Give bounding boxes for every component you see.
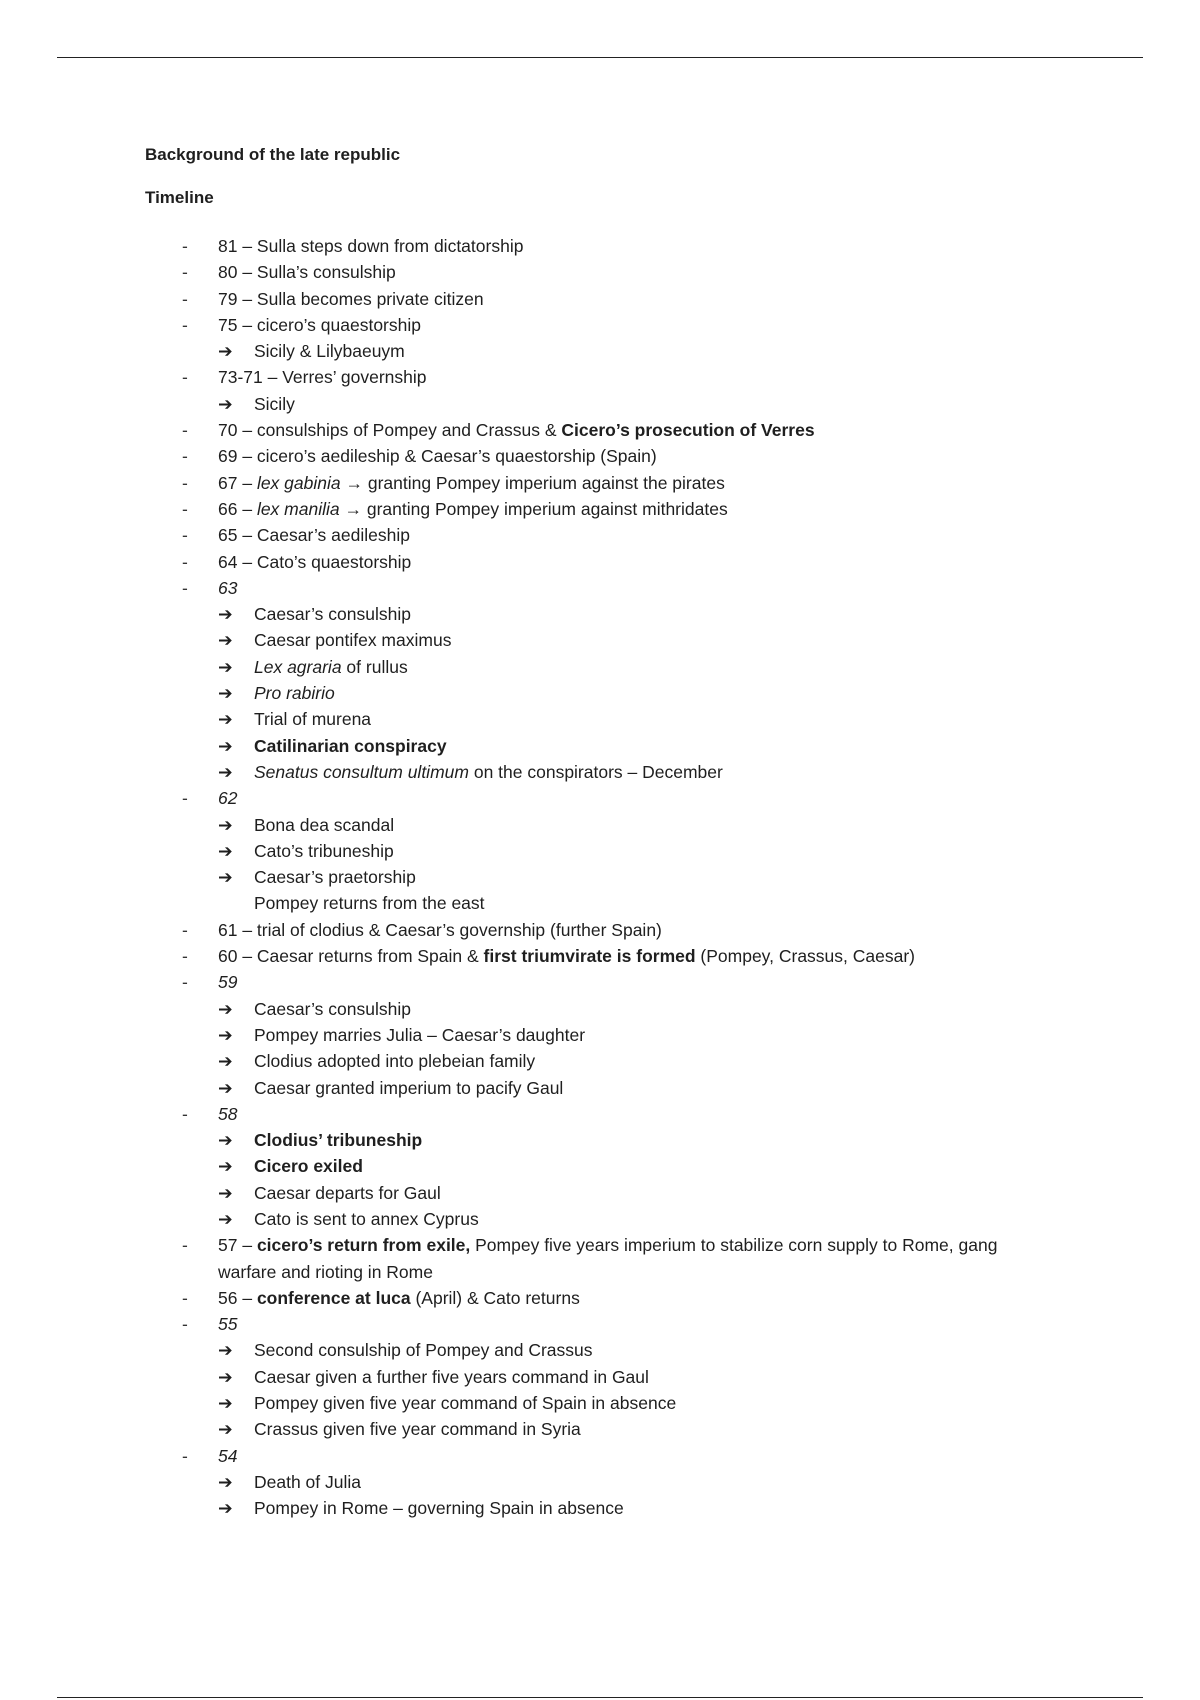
timeline-item xyxy=(145,1048,1045,1074)
text-run: Pompey given five year command of Spain in absence xyxy=(254,1393,677,1414)
text-run: on the conspirators – December xyxy=(468,761,723,782)
dash-bullet: - xyxy=(182,498,188,519)
arrow-bullet-icon: ➔ xyxy=(218,1366,233,1387)
arrow-bullet-icon: ➔ xyxy=(218,1051,233,1072)
text-run: Pompey in Rome – governing Spain in absence xyxy=(254,1498,624,1519)
timeline-item xyxy=(145,522,1045,548)
text-run: 80 – Sulla’s consulship xyxy=(218,262,396,283)
timeline-item-text xyxy=(254,1390,1045,1416)
dash-bullet: - xyxy=(182,1103,188,1124)
timeline-item-text xyxy=(254,1416,1045,1442)
text-run: (April) & Cato returns xyxy=(410,1287,580,1308)
arrow-bullet-icon: ➔ xyxy=(218,998,233,1019)
text-run: Cicero exiled xyxy=(254,1156,363,1177)
text-run: 65 – Caesar’s aedileship xyxy=(218,525,410,546)
text-run: Senatus consultum ultimum xyxy=(254,761,469,782)
timeline-item-text xyxy=(218,233,1045,259)
timeline-item xyxy=(145,996,1045,1022)
timeline-item-text xyxy=(218,1101,1045,1127)
text-run: 73-71 – Verres’ governship xyxy=(218,367,427,388)
arrow-bullet-icon: ➔ xyxy=(218,656,233,677)
text-run: of rullus xyxy=(341,656,408,677)
text-run: Cato’s tribuneship xyxy=(254,840,394,861)
text-run: Clodius adopted into plebeian family xyxy=(254,1051,536,1072)
text-run: Pompey marries Julia – Caesar’s daughter xyxy=(254,1024,586,1045)
arrow-bullet-icon: ➔ xyxy=(218,604,233,625)
timeline-item-text xyxy=(254,759,1045,785)
timeline-item-text xyxy=(254,864,1045,890)
timeline-item-text xyxy=(218,522,1045,548)
timeline-item xyxy=(145,1469,1045,1495)
text-run: Caesar’s praetorship xyxy=(254,867,416,888)
timeline-item-text xyxy=(218,1232,1045,1285)
timeline-item xyxy=(145,1337,1045,1363)
text-run: 62 xyxy=(218,788,238,809)
timeline-item-text xyxy=(218,1311,1045,1337)
arrow-bullet-icon: ➔ xyxy=(218,1182,233,1203)
timeline-item xyxy=(145,706,1045,732)
section-heading: Timeline xyxy=(145,188,214,207)
text-run: 69 – cicero’s aedileship & Caesar’s quaestorship (Spain) xyxy=(218,446,657,467)
timeline-item-text xyxy=(218,286,1045,312)
timeline-item-text xyxy=(254,680,1045,706)
timeline-item xyxy=(145,890,1045,916)
arrow-bullet-icon: ➔ xyxy=(218,1024,233,1045)
text-run: 58 xyxy=(218,1103,238,1124)
timeline-item-text xyxy=(254,391,1045,417)
arrow-bullet-icon: ➔ xyxy=(218,393,233,414)
timeline-item xyxy=(145,575,1045,601)
timeline-item xyxy=(145,1443,1045,1469)
dash-bullet: - xyxy=(182,1287,188,1308)
timeline-item-text xyxy=(254,1337,1045,1363)
arrow-bullet-icon: ➔ xyxy=(218,814,233,835)
timeline-item xyxy=(145,1416,1045,1442)
timeline-item xyxy=(145,1285,1045,1311)
text-run: Cato is sent to annex Cyprus xyxy=(254,1208,479,1229)
dash-bullet: - xyxy=(182,577,188,598)
timeline-item xyxy=(145,549,1045,575)
timeline-list xyxy=(145,233,1045,1522)
timeline-item-text xyxy=(218,312,1045,338)
timeline-item xyxy=(145,1180,1045,1206)
text-run: Caesar given a further five years command in Gaul xyxy=(254,1366,649,1387)
timeline-item-text xyxy=(254,706,1045,732)
timeline-item xyxy=(145,1495,1045,1521)
timeline-item xyxy=(145,443,1045,469)
timeline-item-text xyxy=(218,575,1045,601)
timeline-item xyxy=(145,864,1045,890)
text-run: 61 – trial of clodius & Caesar’s governship (further Spain) xyxy=(218,919,662,940)
dash-bullet: - xyxy=(182,551,188,572)
text-run: Death of Julia xyxy=(254,1471,362,1492)
timeline-item-text xyxy=(218,1285,1045,1311)
arrow-bullet-icon: ➔ xyxy=(218,1471,233,1492)
text-run: Pro rabirio xyxy=(254,683,335,704)
dash-bullet: - xyxy=(182,972,188,993)
text-run: Caesar’s consulship xyxy=(254,998,411,1019)
timeline-item-text xyxy=(254,601,1045,627)
timeline-item xyxy=(145,1127,1045,1153)
timeline-item-text xyxy=(254,1180,1045,1206)
arrow-bullet-icon: ➔ xyxy=(218,1156,233,1177)
timeline-item-text xyxy=(254,1495,1045,1521)
timeline-item-text xyxy=(218,549,1045,575)
timeline-item-text xyxy=(218,917,1045,943)
timeline-item xyxy=(145,601,1045,627)
dash-bullet: - xyxy=(182,1235,188,1256)
timeline-item-text xyxy=(254,627,1045,653)
arrow-bullet-icon: ➔ xyxy=(218,1130,233,1151)
arrow-bullet-icon: ➔ xyxy=(218,683,233,704)
text-run: Caesar departs for Gaul xyxy=(254,1182,441,1203)
dash-bullet: - xyxy=(182,314,188,335)
timeline-item-text xyxy=(218,470,1045,496)
timeline-item xyxy=(145,733,1045,759)
arrow-bullet-icon: ➔ xyxy=(218,1340,233,1361)
text-run: Cicero’s prosecution of Verres xyxy=(561,420,815,441)
timeline-item-text xyxy=(218,443,1045,469)
dash-bullet: - xyxy=(182,288,188,309)
arrow-bullet-icon: ➔ xyxy=(218,1498,233,1519)
text-run: Pompey returns from the east xyxy=(254,893,485,914)
text-run: Sicily xyxy=(254,393,295,414)
arrow-bullet-icon: ➔ xyxy=(218,761,233,782)
dash-bullet: - xyxy=(182,262,188,283)
timeline-item xyxy=(145,470,1045,496)
dash-bullet: - xyxy=(182,1314,188,1335)
timeline-item-text xyxy=(254,1364,1045,1390)
text-run: 66 – xyxy=(218,498,257,519)
dash-bullet: - xyxy=(182,420,188,441)
timeline-item xyxy=(145,259,1045,285)
footer-rule xyxy=(57,1697,1143,1698)
timeline-item xyxy=(145,1206,1045,1232)
timeline-item xyxy=(145,969,1045,995)
timeline-item-text xyxy=(254,1469,1045,1495)
text-run: (Pompey, Crassus, Caesar) xyxy=(695,946,916,967)
text-run: → granting Pompey imperium against the pirates xyxy=(340,472,725,493)
page-title: Background of the late republic xyxy=(145,145,401,164)
text-run: 63 xyxy=(218,577,238,598)
arrow-bullet-icon: ➔ xyxy=(218,840,233,861)
timeline-item xyxy=(145,417,1045,443)
arrow-bullet-icon: ➔ xyxy=(218,1208,233,1229)
dash-bullet: - xyxy=(182,919,188,940)
text-run: 64 – Cato’s quaestorship xyxy=(218,551,412,572)
text-run: 79 – Sulla becomes private citizen xyxy=(218,288,484,309)
timeline-item-text xyxy=(218,969,1045,995)
timeline-item xyxy=(145,917,1045,943)
arrow-bullet-icon: ➔ xyxy=(218,867,233,888)
text-run: Caesar pontifex maximus xyxy=(254,630,452,651)
timeline-item-text xyxy=(254,1127,1045,1153)
timeline-item xyxy=(145,654,1045,680)
timeline-item-text xyxy=(218,1443,1045,1469)
timeline-item-text xyxy=(254,1048,1045,1074)
text-run: Second consulship of Pompey and Crassus xyxy=(254,1340,593,1361)
timeline-item xyxy=(145,312,1045,338)
text-run: Crassus given five year command in Syria xyxy=(254,1419,581,1440)
timeline-item-text xyxy=(218,785,1045,811)
timeline-item-text xyxy=(218,417,1045,443)
timeline-item-text xyxy=(254,654,1045,680)
text-run: Sicily & Lilybaeuym xyxy=(254,341,405,362)
text-run: Catilinarian conspiracy xyxy=(254,735,447,756)
timeline-item xyxy=(145,680,1045,706)
text-run: Trial of murena xyxy=(254,709,372,730)
timeline-item xyxy=(145,1075,1045,1101)
timeline-item xyxy=(145,364,1045,390)
timeline-item-text xyxy=(254,1022,1045,1048)
text-run: 81 – Sulla steps down from dictatorship xyxy=(218,236,524,256)
timeline-item xyxy=(145,759,1045,785)
timeline-item xyxy=(145,1022,1045,1048)
text-run: 75 – cicero’s quaestorship xyxy=(218,314,421,335)
timeline-item-text xyxy=(218,943,1045,969)
text-run: cicero’s return from exile, xyxy=(256,1235,471,1256)
timeline-item xyxy=(145,838,1045,864)
timeline-item xyxy=(145,1364,1045,1390)
timeline-item-text xyxy=(254,890,1045,916)
text-run: 60 – Caesar returns from Spain & xyxy=(218,946,484,967)
dash-bullet: - xyxy=(182,525,188,546)
text-run: Caesar granted imperium to pacify Gaul xyxy=(254,1077,564,1098)
timeline-item xyxy=(145,812,1045,838)
text-run: 57 – xyxy=(218,1235,257,1256)
arrow-bullet-icon: ➔ xyxy=(218,341,233,362)
timeline-item-text xyxy=(218,259,1045,285)
timeline-item xyxy=(145,496,1045,522)
timeline-item xyxy=(145,627,1045,653)
timeline-item-text xyxy=(254,838,1045,864)
text-run: Lex agraria xyxy=(254,656,342,677)
text-run: Pompey five years imperium to stabilize corn supply to Rome, gang warfare and rioting in Rome xyxy=(218,1235,998,1282)
text-run: Clodius’ tribuneship xyxy=(254,1130,423,1151)
timeline-item-text xyxy=(218,364,1045,390)
arrow-bullet-icon: ➔ xyxy=(218,1393,233,1414)
timeline-item-text xyxy=(254,733,1045,759)
timeline-item xyxy=(145,233,1045,259)
timeline-item-text xyxy=(218,496,1045,522)
arrow-bullet-icon: ➔ xyxy=(218,735,233,756)
text-run: 59 xyxy=(218,972,238,993)
timeline-item-text xyxy=(254,812,1045,838)
dash-bullet: - xyxy=(182,446,188,467)
timeline-item xyxy=(145,1390,1045,1416)
timeline-item-text xyxy=(254,1075,1045,1101)
dash-bullet: - xyxy=(182,367,188,388)
text-run: Bona dea scandal xyxy=(254,814,395,835)
text-run: Caesar’s consulship xyxy=(254,604,411,625)
dash-bullet: - xyxy=(182,946,188,967)
timeline-item xyxy=(145,1101,1045,1127)
text-run: lex gabinia xyxy=(256,472,341,493)
timeline-item-text xyxy=(254,1153,1045,1179)
text-run: 54 xyxy=(218,1445,238,1466)
text-run: 70 – consulships of Pompey and Crassus & xyxy=(218,420,562,441)
text-run: first triumvirate is formed xyxy=(483,946,696,967)
header-rule xyxy=(57,57,1143,58)
dash-bullet: - xyxy=(182,472,188,493)
timeline-item xyxy=(145,391,1045,417)
timeline-item xyxy=(145,943,1045,969)
timeline-item-text xyxy=(254,338,1045,364)
timeline-item xyxy=(145,1153,1045,1179)
timeline-item xyxy=(145,286,1045,312)
timeline-item xyxy=(145,785,1045,811)
timeline-item xyxy=(145,1232,1045,1285)
arrow-bullet-icon: ➔ xyxy=(218,709,233,730)
dash-bullet: - xyxy=(182,236,188,256)
arrow-bullet-icon: ➔ xyxy=(218,1077,233,1098)
text-run: lex manilia xyxy=(256,498,340,519)
timeline-item xyxy=(145,1311,1045,1337)
text-run: 55 xyxy=(218,1314,238,1335)
text-run: → granting Pompey imperium against mithridates xyxy=(339,498,728,519)
timeline-item-text xyxy=(254,1206,1045,1232)
timeline-item-text xyxy=(254,996,1045,1022)
text-run: 56 – xyxy=(218,1287,257,1308)
dash-bullet: - xyxy=(182,788,188,809)
arrow-bullet-icon: ➔ xyxy=(218,1419,233,1440)
text-run: conference at luca xyxy=(256,1287,411,1308)
timeline-item xyxy=(145,338,1045,364)
arrow-bullet-icon: ➔ xyxy=(218,630,233,651)
text-run: 67 – xyxy=(218,472,257,493)
dash-bullet: - xyxy=(182,1445,188,1466)
